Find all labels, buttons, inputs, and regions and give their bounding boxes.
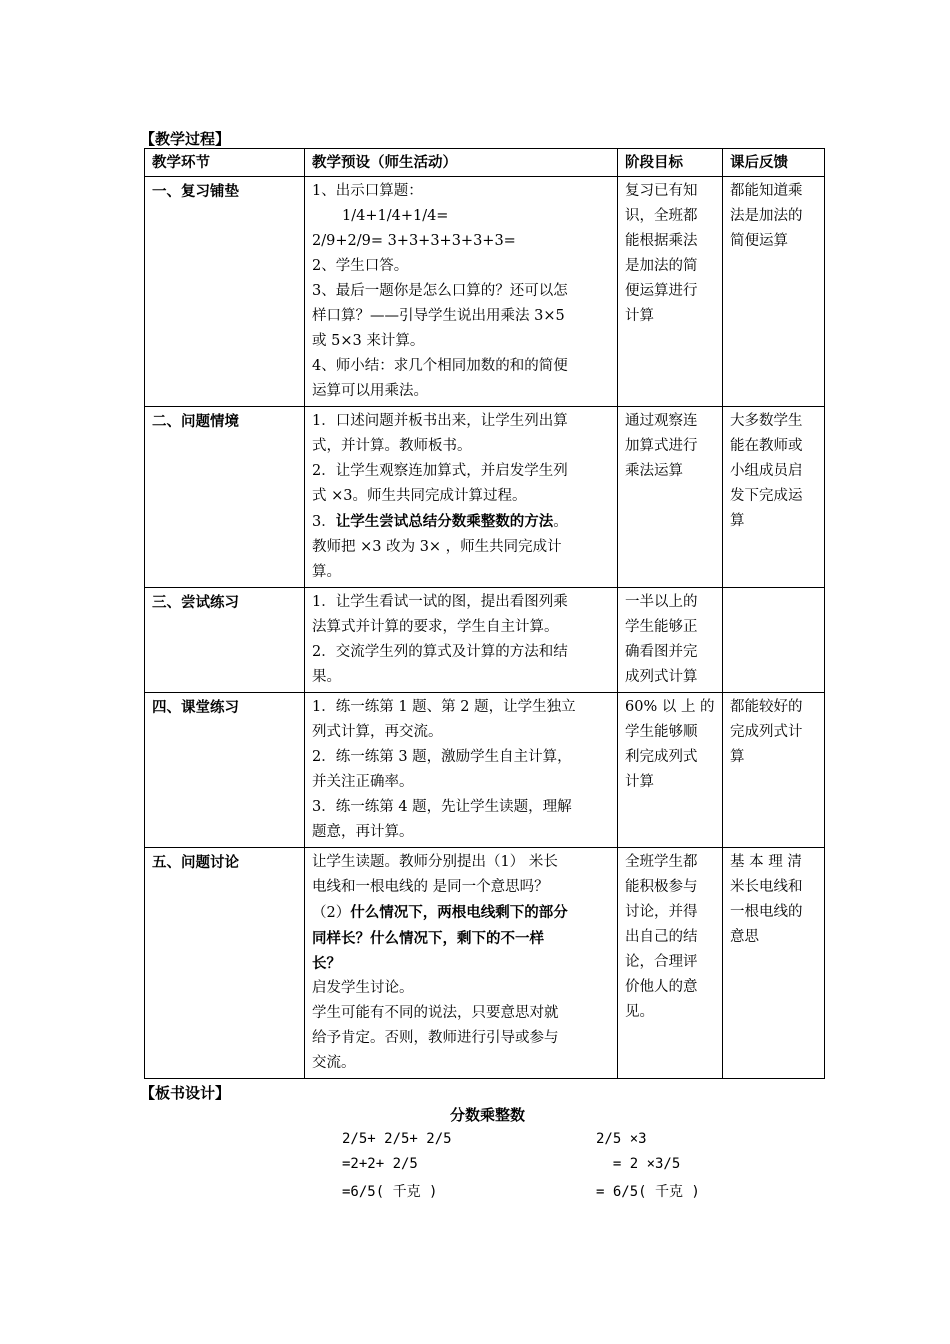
board-heading: 分数乘整数 <box>449 1106 525 1124</box>
activity-cell <box>305 848 618 1079</box>
activity-cell <box>305 177 618 407</box>
goal-line: 加算式进行 <box>625 438 698 454</box>
goal-line: 成列式计算 <box>625 669 698 685</box>
goal-line: 60% 以 上 的 <box>625 699 715 715</box>
feedback-line: 大多数学生 <box>730 413 803 429</box>
activity-line: 1．让学生看试一试的图，提出看图列乘 <box>312 594 568 610</box>
activity-line: 4、师小结：求几个相同加数的和的简便 <box>312 358 568 374</box>
activity-line: 长？ <box>312 955 341 972</box>
stage-cell: 一、复习铺垫 <box>145 177 305 407</box>
process-section-title: 【教学过程】 <box>140 130 231 148</box>
feedback-line: 法是加法的 <box>730 208 803 224</box>
table-row <box>145 588 825 693</box>
feedback-line: 能在教师或 <box>730 438 803 454</box>
board-right-line: = 2 ×3/5 <box>596 1156 681 1172</box>
activity-line: 式 ×3。师生共同完成计算过程。 <box>312 488 527 504</box>
feedback-line: 算 <box>730 749 745 765</box>
activity-line-mixed <box>312 900 610 926</box>
activity-line: 学生可能有不同的说法，只要意思对就 <box>312 1005 559 1021</box>
goal-line: 复习已有知 <box>625 183 698 199</box>
feedback-line: 米长电线和 <box>730 879 803 895</box>
goal-cell <box>618 693 723 848</box>
feedback-line: 完成列式计 <box>730 724 803 740</box>
activity-line: 2．让学生观察连加算式，并启发学生列 <box>312 463 568 479</box>
activity-line: 让学生读题。教师分别提出（1） 米长 <box>312 854 558 870</box>
activity-line: 1．练一练第 1 题、第 2 题，让学生独立 <box>312 699 576 715</box>
header-feedback: 课后反馈 <box>723 149 825 177</box>
goal-cell <box>618 588 723 693</box>
goal-line: 通过观察连 <box>625 413 698 429</box>
activity-line: 运算可以用乘法。 <box>312 383 428 399</box>
goal-line: 利完成列式 <box>625 749 698 765</box>
goal-cell <box>618 177 723 407</box>
activity-line: 2．练一练第 3 题，激励学生自主计算， <box>312 749 572 765</box>
stage-cell: 二、问题情境 <box>145 407 305 588</box>
goal-line: 计算 <box>625 308 654 324</box>
goal-line: 是加法的简 <box>625 258 698 274</box>
goal-line: 全班学生都 <box>625 854 698 870</box>
goal-line: 计算 <box>625 774 654 790</box>
goal-cell <box>618 407 723 588</box>
activity-line: 3．练一练第 4 题，先让学生读题，理解 <box>312 799 572 815</box>
goal-line: 学生能够顺 <box>625 724 698 740</box>
goal-line: 见。 <box>625 1004 654 1020</box>
activity-line: 1/4+1/4+1/4= <box>342 208 449 224</box>
feedback-line: 算 <box>730 513 745 529</box>
goal-line: 乘法运算 <box>625 463 683 479</box>
feedback-cell <box>723 693 825 848</box>
activity-line: 1．口述问题并板书出来，让学生列出算 <box>312 413 568 429</box>
activity-line: 同样长？什么情况下，剩下的不一样 <box>312 930 544 947</box>
activity-line: 2/9+2/9= 3+3+3+3+3+3= <box>312 233 516 249</box>
item-number: （2） <box>312 905 351 921</box>
board-right-line: = 6/5( 千克 ) <box>596 1184 700 1200</box>
feedback-line: 简便运算 <box>730 233 788 249</box>
activity-line: 样口算？——引导学生说出用乘法 3×5 <box>312 308 565 324</box>
goal-line: 讨论，并得 <box>625 904 698 920</box>
goal-line: 出自己的结 <box>625 929 698 945</box>
activity-line: 或 5×3 来计算。 <box>312 333 425 349</box>
feedback-line: 小组成员启 <box>730 463 803 479</box>
activity-line: 电线和一根电线的 是同一个意思吗？ <box>312 879 549 895</box>
feedback-cell <box>723 407 825 588</box>
header-stage: 教学环节 <box>145 149 305 177</box>
stage-cell: 三、尝试练习 <box>145 588 305 693</box>
teaching-process-table <box>144 148 825 1079</box>
feedback-line: 基 本 理 清 <box>730 854 802 870</box>
bold-text: 什么情况下，两根电线剩下的部分 <box>350 904 568 921</box>
stage-cell: 四、课堂练习 <box>145 693 305 848</box>
feedback-line: 发下完成运 <box>730 488 803 504</box>
activity-cell <box>305 693 618 848</box>
header-activity: 教学预设（师生活动） <box>305 149 618 177</box>
goal-line: 确看图并完 <box>625 644 698 660</box>
goal-line: 价他人的意 <box>625 979 698 995</box>
activity-cell <box>305 588 618 693</box>
feedback-line: 都能知道乘 <box>730 183 803 199</box>
table-row <box>145 693 825 848</box>
activity-cell <box>305 407 618 588</box>
board-right-line: 2/5 ×3 <box>596 1131 647 1147</box>
table-row <box>145 177 825 407</box>
table-row <box>145 407 825 588</box>
stage-cell: 五、问题讨论 <box>145 848 305 1079</box>
goal-line: 便运算进行 <box>625 283 698 299</box>
table-row <box>145 848 825 1079</box>
activity-line: 3、最后一题你是怎么口算的？还可以怎 <box>312 283 568 299</box>
goal-line: 一半以上的 <box>625 594 698 610</box>
feedback-line: 一根电线的 <box>730 904 803 920</box>
table-header-row <box>145 149 825 177</box>
activity-line: 教师把 ×3 改为 3× ，师生共同完成计 <box>312 539 562 555</box>
activity-line: 式，并计算。教师板书。 <box>312 438 472 454</box>
header-goal: 阶段目标 <box>618 149 723 177</box>
activity-line: 1、出示口算题： <box>312 183 423 199</box>
activity-line: 题意，再计算。 <box>312 824 414 840</box>
goal-line: 学生能够正 <box>625 619 698 635</box>
activity-line: 算。 <box>312 564 341 580</box>
goal-line: 能积极参与 <box>625 879 698 895</box>
board-left-line: =6/5( 千克 ) <box>342 1184 438 1200</box>
board-section-title: 【板书设计】 <box>140 1084 231 1102</box>
activity-line: 2．交流学生列的算式及计算的方法和结 <box>312 644 568 660</box>
activity-line: 启发学生讨论。 <box>312 980 414 996</box>
activity-line: 果。 <box>312 669 341 685</box>
bold-text: 让学生尝试总结分数乘整数的方法 <box>335 513 554 530</box>
activity-line: 列式计算，再交流。 <box>312 724 443 740</box>
activity-line: 2、学生口答。 <box>312 258 409 274</box>
activity-line: 并关注正确率。 <box>312 774 414 790</box>
feedback-line: 意思 <box>730 929 759 945</box>
feedback-cell <box>723 177 825 407</box>
goal-line: 识，全班都 <box>625 208 698 224</box>
goal-line: 能根据乘法 <box>625 233 698 249</box>
board-left-line: =2+2+ 2/5 <box>342 1156 418 1172</box>
board-left-line: 2/5+ 2/5+ 2/5 <box>342 1131 452 1147</box>
activity-line: 法算式并计算的要求，学生自主计算。 <box>312 619 559 635</box>
feedback-cell <box>723 588 825 693</box>
feedback-cell <box>723 848 825 1079</box>
item-number: 3． <box>312 514 336 530</box>
activity-line-mixed <box>312 509 610 535</box>
goal-cell <box>618 848 723 1079</box>
feedback-line: 都能较好的 <box>730 699 803 715</box>
activity-line: 给予肯定。否则，教师进行引导或参与 <box>312 1030 559 1046</box>
goal-line: 论，合理评 <box>625 954 698 970</box>
activity-line: 交流。 <box>312 1055 356 1071</box>
punctuation: 。 <box>553 514 568 530</box>
